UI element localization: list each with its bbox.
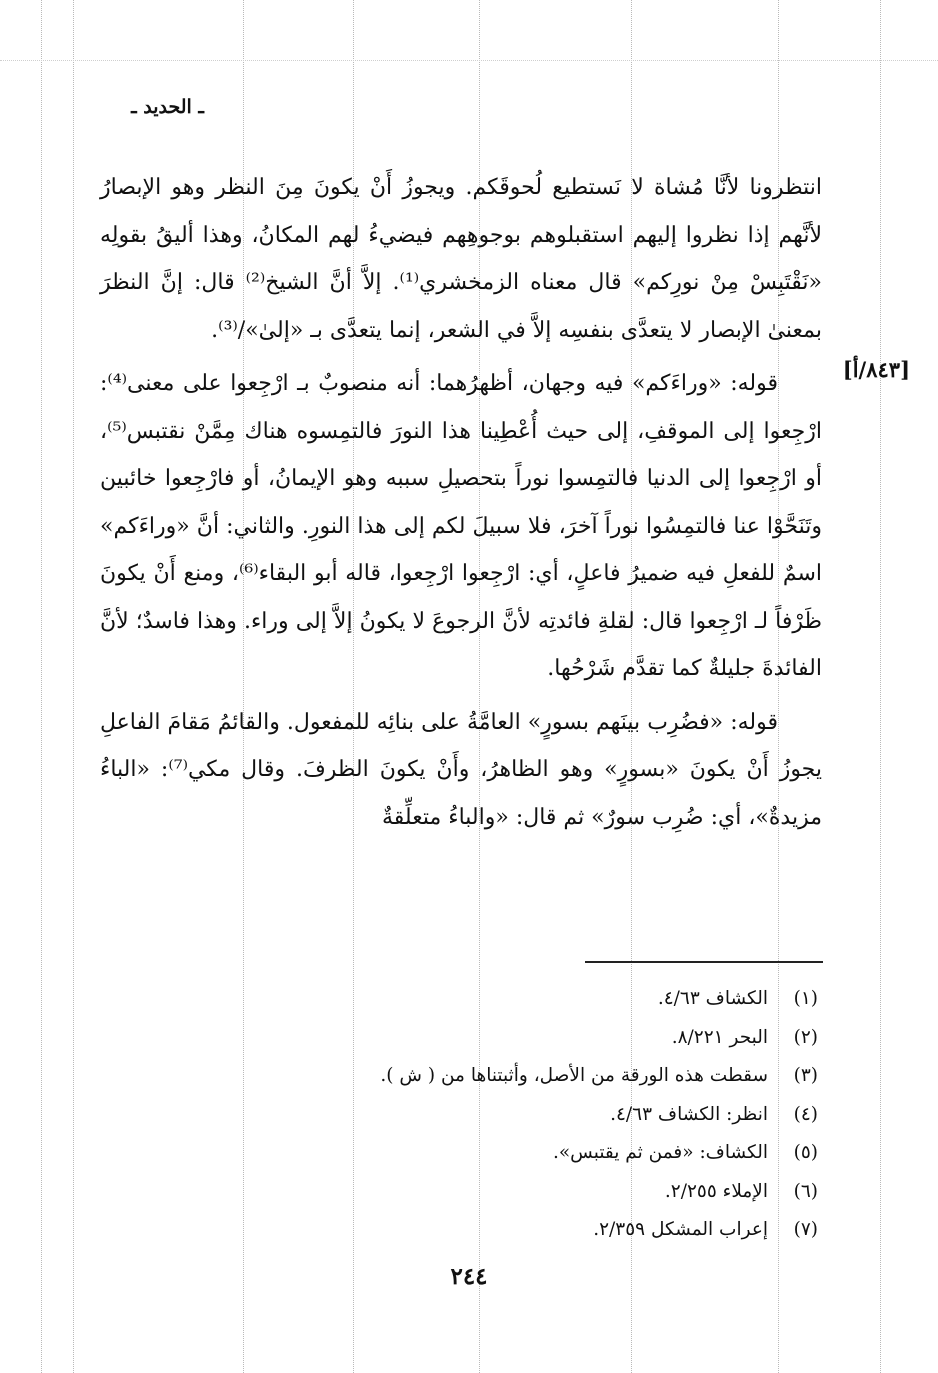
footnote-number: (٤) (793, 1103, 818, 1125)
paragraph: قوله: «فضُرِب بينَهم بسورٍ» العامَّةُ على بنائِه للمفعول. والقائمُ مَقامَ الفاعلِ يجوزُ أَنْ يكونَ «بسورٍ» وهو الظاهرُ، وأَنْ يكونَ الظرفَ. وقال مكي⁽⁷⁾: «الباءُ مزيدةٌ»، أي: ضُرِب سورٌ» ثم قال: «والباءُ متعلِّقةٌ (100, 709, 823, 830)
footnote (200, 1211, 818, 1250)
page-number: ٢٤٤ (450, 1263, 488, 1290)
running-header: ـ الحديد ـ (131, 96, 204, 118)
footnote-number: (٦) (793, 1180, 818, 1202)
scan-guide-line (880, 0, 881, 1373)
footnote-text: انظر: الكشاف ٤/٦٣. (610, 1103, 768, 1125)
footnote-number: (٢) (793, 1026, 818, 1048)
scan-guide-line (73, 0, 74, 1373)
footnote-text: إعراب المشكل ٢/٣٥٩. (593, 1219, 768, 1240)
footnote (200, 1096, 818, 1135)
footnote-number: (٣) (793, 1065, 818, 1086)
footnote-separator (585, 961, 823, 963)
scan-guide-line (0, 60, 938, 61)
paragraph: انتظرونا لأنَّا مُشاة لا نَستطيع لُحوقَكم. ويجوزُ أَنْ يكونَ مِنَ النظر وهو الإبصارُ لأنَّهم إذا نظروا إليهم استقبلوهم بوجوهِهم فيضيءُ لهم المكانُ، وهذا أليقُ بقولِه «نَقْتَبِسْ مِنْ نورِكم» قال معناه الزمخشري⁽¹⁾. إلاَّ أنَّ الشيخ⁽²⁾ قال: إنَّ النظرَ بمعنىٰ الإبصار لا يتعدَّى بنفسِه إلاَّ في الشعر، إنما يتعدَّى بـ «إلىٰ»/⁽³⁾. (100, 175, 822, 343)
footnotes (200, 980, 818, 1250)
scan-guide-line (41, 0, 42, 1373)
footnote-text: البحر ٨/٢٢١. (671, 1026, 768, 1048)
footnote-text: الكشاف: «فمن ثم يقتبس». (552, 1142, 768, 1163)
footnote-text: الكشاف ٤/٦٣. (657, 988, 768, 1009)
footnote-text: سقطت هذه الورقة من الأصل، وأثبتناها من ( ش ). (380, 1065, 768, 1086)
footnote (200, 980, 818, 1019)
footnote-number: (٧) (793, 1219, 818, 1240)
footnote-number: (٥) (793, 1142, 818, 1163)
footnote (200, 1173, 818, 1212)
footnote (200, 1019, 818, 1058)
manuscript-folio-marker: [٨٤٣/أ] (842, 357, 910, 382)
main-text (100, 164, 822, 847)
footnote (200, 1057, 818, 1096)
footnote-text: الإملاء ٢/٢٥٥. (664, 1180, 768, 1202)
footnote (200, 1134, 818, 1173)
paragraph: قوله: «وراءَكم» فيه وجهان، أظهرُهما: أنه منصوبٌ بـ ارْجِعوا على معنى⁽⁴⁾: ارْجِعوا إلى الموقفِ، إلى حيث أُعْطِينا هذا النورَ فالتمِسوه هناك مِمَّنْ نقتبس⁽⁵⁾، أو ارْجِعوا إلى الدنيا فالتمِسوا نوراً بتحصيلِ سببه وهو الإيمانُ، أو فارْجِعوا خائبين وتَنَحَّوْا عنا فالتمِسُوا نوراً آخرَ، فلا سبيلَ لكم إلى هذا النورِ. والثاني: أنَّ «وراءَكم» اسمٌ للفعلِ فيه ضميرُ فاعلٍ، أي: ارْجِعوا ارْجِعوا، قاله أبو البقاء⁽⁶⁾، ومنع أَنْ يكونَ ظَرْفاً لـ ارْجِعوا قال: لقلةِ فائدتِه لأنَّ الرجوعَ لا يكونُ إلاَّ إلى وراء. وهذا فاسدٌ؛ لأنَّ الفائدةَ جليلةٌ كما تقدَّم شَرْحُها. (100, 371, 823, 681)
footnote-number: (١) (793, 988, 818, 1009)
